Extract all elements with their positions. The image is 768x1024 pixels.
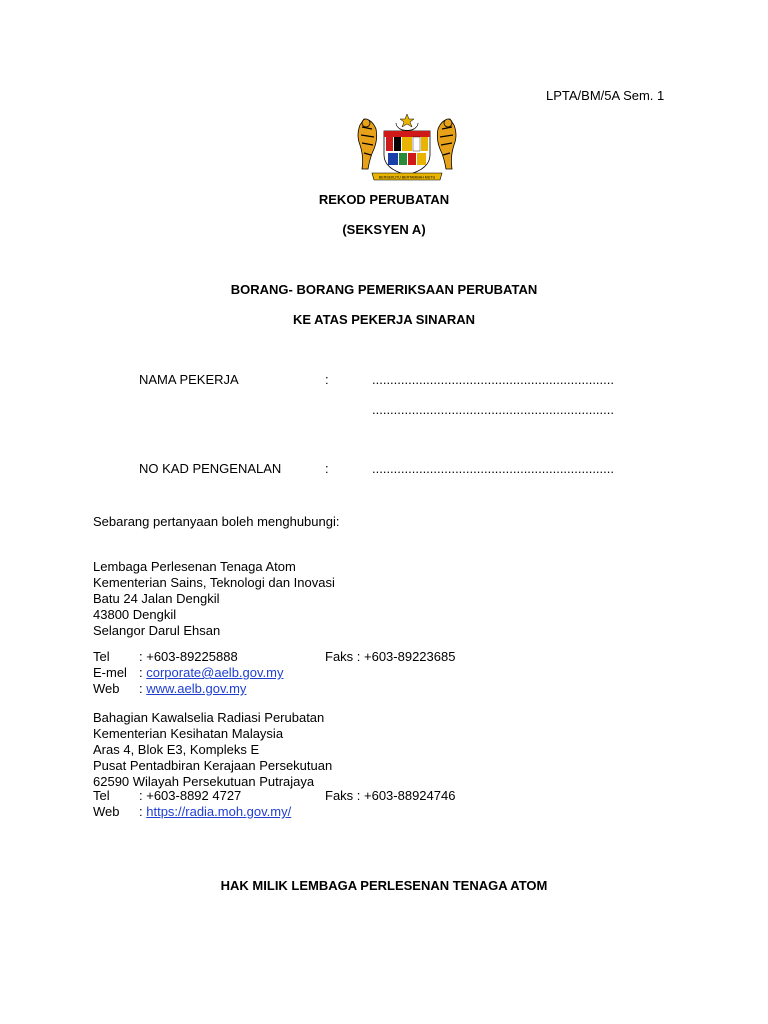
contact1-line3: Batu 24 Jalan Dengkil (93, 591, 220, 606)
contact2-line3: Aras 4, Blok E3, Kompleks E (93, 742, 260, 757)
contact2-tel-label: Tel (93, 788, 110, 803)
name-label: NAMA PEKERJA (139, 372, 239, 387)
contact1-email-label: E-mel (93, 665, 127, 680)
name-input-line2[interactable]: ................................................................... (372, 402, 614, 417)
right-tiger-figure (437, 119, 456, 169)
left-tiger-figure (358, 119, 377, 169)
contact2-line1: Bahagian Kawalselia Radiasi Perubatan (93, 710, 325, 725)
contact2-fax: Faks : +603-88924746 (325, 788, 456, 803)
aelb-web-link[interactable]: www.aelb.gov.my (146, 681, 247, 696)
enquiry-text: Sebarang pertanyaan boleh menghubungi: (93, 514, 340, 529)
shield-figure (384, 131, 430, 175)
contact1-line4: 43800 Dengkil (93, 607, 177, 622)
name-colon: : (325, 372, 329, 387)
ic-colon: : (325, 461, 329, 476)
title-line4: KE ATAS PEKERJA SINARAN (292, 312, 476, 327)
name-input-line1[interactable]: ................................................................... (372, 372, 614, 387)
title-line3: BORANG- BORANG PEMERIKSAAN PERUBATAN (230, 282, 538, 297)
contact1-line2: Kementerian Sains, Teknologi dan Inovasi (93, 575, 335, 590)
web-separator: : (139, 804, 147, 819)
contact2-line4: Pusat Pentadbiran Kerajaan Persekutuan (93, 758, 333, 773)
contact1-fax: Faks : +603-89223685 (325, 649, 456, 664)
email-separator: : (139, 665, 147, 680)
motto-text: BERSEKUTU BERTAMBAH MUTU (378, 175, 436, 180)
footer-ownership: HAK MILIK LEMBAGA PERLESENAN TENAGA ATOM (220, 878, 548, 893)
ic-label: NO KAD PENGENALAN (139, 461, 282, 476)
title-line2: (SEKSYEN A) (342, 222, 426, 237)
contact2-line2: Kementerian Kesihatan Malaysia (93, 726, 284, 741)
contact1-line1: Lembaga Perlesenan Tenaga Atom (93, 559, 296, 574)
contact2-tel-value: : +603-8892 4727 (139, 788, 242, 803)
coat-of-arms-emblem (352, 113, 462, 183)
ic-input-line[interactable]: ................................................................... (372, 461, 614, 476)
star-icon (400, 114, 414, 127)
contact2-web-label: Web (93, 804, 120, 819)
email-link[interactable]: corporate@aelb.gov.my (146, 665, 284, 680)
contact2-web-row (139, 804, 291, 820)
contact1-line5: Selangor Darul Ehsan (93, 623, 221, 638)
contact1-tel-label: Tel (93, 649, 110, 664)
web-separator: : (139, 681, 147, 696)
contact1-web-row (139, 681, 246, 697)
form-code: LPTA/BM/5A Sem. 1 (546, 88, 665, 103)
radia-web-link[interactable]: https://radia.moh.gov.my/ (146, 804, 292, 819)
contact2-line5: 62590 Wilayah Persekutuan Putrajaya (93, 774, 315, 789)
contact1-web-label: Web (93, 681, 120, 696)
contact1-email-row (139, 665, 283, 681)
title-line1: REKOD PERUBATAN (318, 192, 450, 207)
contact1-tel-value: : +603-89225888 (139, 649, 238, 664)
